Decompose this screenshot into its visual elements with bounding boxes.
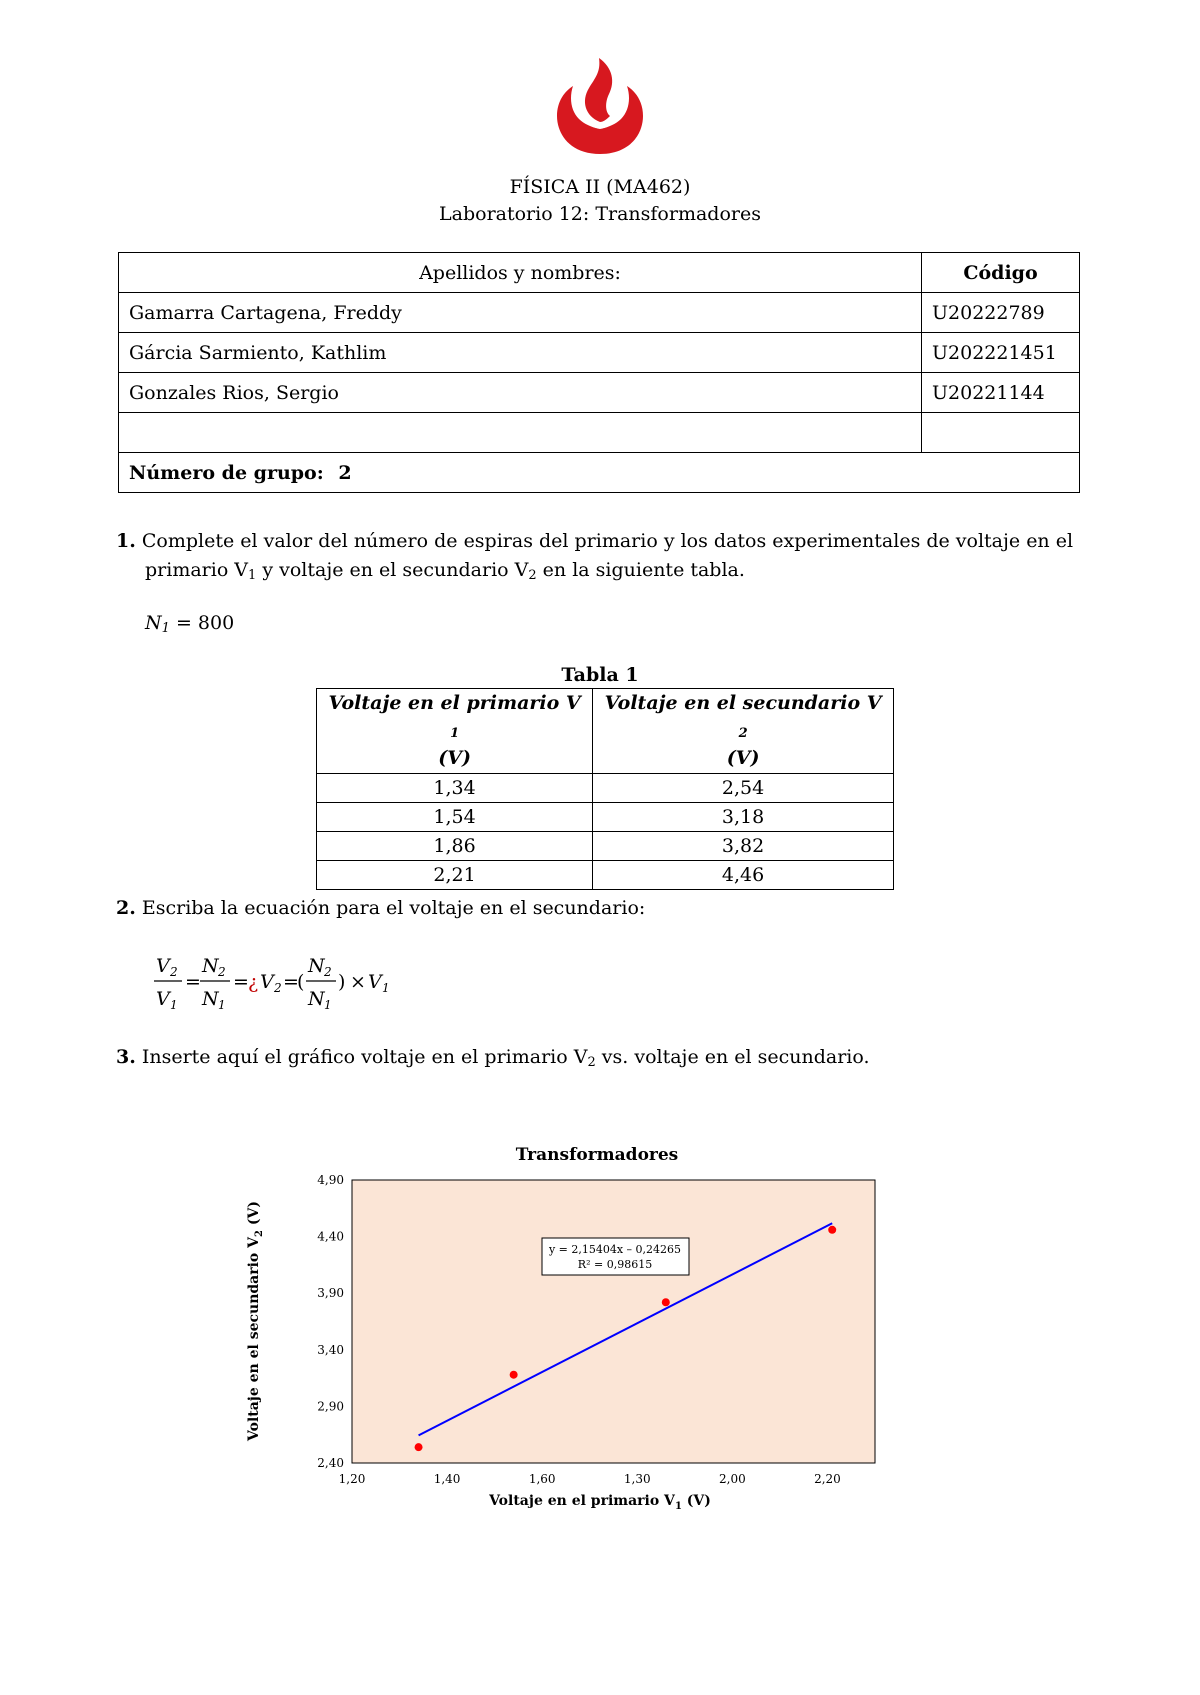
eq-sub: 2 bbox=[218, 965, 226, 979]
v2-cell: 2,54 bbox=[593, 774, 894, 803]
q1-number: 1. bbox=[116, 530, 136, 552]
member-code: U202221451 bbox=[922, 333, 1080, 373]
n1-label: N bbox=[145, 612, 162, 634]
q1-sub2: 2 bbox=[528, 568, 537, 583]
table-row bbox=[317, 832, 894, 861]
col-primary-sub: 1 bbox=[450, 726, 460, 741]
q3-text-part1: Inserte aquí el gráfico voltaje en el primario V bbox=[141, 1046, 588, 1068]
q2-text: Escriba la ecuación para el voltaje en el secundario: bbox=[141, 897, 646, 919]
eq-equals: = bbox=[283, 971, 299, 993]
eq-times: × bbox=[350, 971, 366, 993]
trendline-equation: y = 2,15404x – 0,24265 bbox=[548, 1243, 682, 1256]
v2-cell: 3,18 bbox=[593, 803, 894, 832]
r-squared: R² = 0,98615 bbox=[577, 1258, 653, 1271]
q3-text-part2: vs. voltaje en el secundario. bbox=[595, 1046, 870, 1068]
member-code: U20221144 bbox=[922, 373, 1080, 413]
data-point bbox=[828, 1226, 836, 1234]
n1-value-line bbox=[145, 612, 234, 636]
voltage-table bbox=[316, 688, 894, 890]
eq-equals: = bbox=[185, 971, 201, 993]
eq-n1-den: N bbox=[308, 988, 325, 1010]
eq-sub: 1 bbox=[324, 998, 332, 1012]
member-name bbox=[119, 413, 922, 453]
y-tick-label: 3,40 bbox=[317, 1342, 344, 1357]
member-name: Gamarra Cartagena, Freddy bbox=[119, 293, 922, 333]
table-header-row bbox=[317, 689, 894, 774]
v1-cell: 1,34 bbox=[317, 774, 593, 803]
col-primary-label: Voltaje en el primario V bbox=[328, 692, 581, 714]
eq-v1-den: V bbox=[156, 988, 170, 1010]
eq-v2-num: V bbox=[156, 955, 170, 977]
eq-n2-num: N bbox=[202, 955, 219, 977]
eq-sub: 2 bbox=[274, 981, 282, 995]
question-3 bbox=[116, 1043, 870, 1077]
table-row bbox=[119, 413, 1080, 453]
q2-number: 2. bbox=[116, 897, 136, 919]
question-1 bbox=[116, 527, 1106, 590]
table-row bbox=[119, 373, 1080, 413]
x-tick-label: 1,20 bbox=[338, 1472, 366, 1486]
col-secondary-sub: 2 bbox=[738, 726, 748, 741]
members-table bbox=[118, 252, 1080, 493]
course-title: FÍSICA II (MA462) bbox=[509, 176, 691, 198]
q1-text-part2: y voltaje en el secundario V bbox=[256, 559, 529, 581]
table-row bbox=[317, 774, 894, 803]
q1-text-line1: Complete el valor del número de espiras del primario y los datos experimentales de voltaje en el bbox=[141, 530, 1074, 552]
lab-title: Laboratorio 12: Transformadores bbox=[439, 203, 761, 225]
v1-cell: 1,86 bbox=[317, 832, 593, 861]
x-tick-label: 1,30 bbox=[623, 1472, 651, 1486]
q1-text-part1: primario V bbox=[145, 559, 249, 581]
y-axis-label bbox=[246, 1201, 265, 1442]
table-row bbox=[119, 333, 1080, 373]
member-code bbox=[922, 413, 1080, 453]
member-name: Gonzales Rios, Sergio bbox=[119, 373, 922, 413]
table-header-row bbox=[119, 253, 1080, 293]
x-tick-label: 1,60 bbox=[528, 1472, 556, 1486]
v2-cell: 3,82 bbox=[593, 832, 894, 861]
x-tick-label: 2,00 bbox=[719, 1472, 746, 1486]
eq-n1-den: N bbox=[202, 988, 219, 1010]
table-row bbox=[317, 803, 894, 832]
member-name: Gárcia Sarmiento, Kathlim bbox=[119, 333, 922, 373]
v1-cell: 2,21 bbox=[317, 861, 593, 890]
eq-lparen: ( bbox=[297, 971, 305, 993]
header-code: Código bbox=[922, 253, 1080, 293]
x-axis-ticks bbox=[339, 1472, 841, 1486]
eq-v1: V bbox=[368, 971, 382, 993]
eq-sub: 1 bbox=[170, 998, 178, 1012]
col-primary-unit: (V) bbox=[438, 747, 471, 769]
eq-v2: V bbox=[260, 971, 274, 993]
x-tick-label: 1,40 bbox=[433, 1472, 461, 1486]
n1-value: 800 bbox=[197, 612, 235, 634]
eq-equals: = bbox=[233, 971, 249, 993]
table-row bbox=[119, 293, 1080, 333]
x-label-unit: (V) bbox=[681, 1493, 711, 1509]
header-name: Apellidos y nombres: bbox=[119, 253, 922, 293]
eq-n2-num: N bbox=[308, 955, 325, 977]
v1-cell: 1,54 bbox=[317, 803, 593, 832]
col-secondary-unit: (V) bbox=[726, 747, 760, 769]
group-label: Número de grupo: bbox=[129, 461, 324, 484]
x-label-sub: 1 bbox=[674, 1501, 682, 1512]
col-secondary bbox=[593, 689, 894, 774]
x-tick-label: 2,20 bbox=[814, 1472, 841, 1486]
n1-sub: 1 bbox=[161, 621, 170, 636]
q1-sub1: 1 bbox=[248, 568, 257, 583]
v2-cell: 4,46 bbox=[593, 861, 894, 890]
y-label-unit: (V) bbox=[246, 1201, 262, 1231]
eq-marker: ¿ bbox=[248, 971, 259, 993]
y-label-text: Voltaje en el secundario V bbox=[246, 1236, 262, 1441]
group-number: 2 bbox=[338, 461, 352, 484]
y-axis-ticks bbox=[317, 1173, 344, 1470]
data-point bbox=[415, 1443, 423, 1451]
y-tick-label: 2,90 bbox=[317, 1399, 344, 1414]
q1-text-part3: en la siguiente tabla. bbox=[536, 559, 745, 581]
table1-title: Tabla 1 bbox=[561, 664, 639, 686]
secondary-voltage-equation bbox=[150, 945, 430, 1015]
x-axis-label bbox=[488, 1493, 711, 1512]
q3-number: 3. bbox=[116, 1046, 136, 1068]
transformer-chart bbox=[240, 1135, 960, 1555]
col-secondary-label: Voltaje en el secundario V bbox=[604, 692, 882, 714]
data-point bbox=[510, 1371, 518, 1379]
x-label-text: Voltaje en el primario V bbox=[489, 1493, 675, 1509]
plot-area bbox=[352, 1180, 875, 1463]
n1-equals: = bbox=[169, 612, 198, 634]
member-code: U20222789 bbox=[922, 293, 1080, 333]
y-tick-label: 4,40 bbox=[317, 1229, 344, 1244]
question-2 bbox=[116, 894, 645, 923]
eq-sub: 2 bbox=[324, 965, 332, 979]
university-logo bbox=[555, 56, 645, 156]
table-row bbox=[317, 861, 894, 890]
y-tick-label: 3,90 bbox=[317, 1286, 344, 1301]
data-point bbox=[662, 1298, 670, 1306]
eq-sub: 1 bbox=[218, 998, 226, 1012]
eq-sub: 1 bbox=[382, 981, 390, 995]
q3-sub: 2 bbox=[587, 1055, 596, 1070]
y-tick-label: 2,40 bbox=[317, 1456, 344, 1470]
y-tick-label: 4,90 bbox=[317, 1173, 344, 1187]
eq-rparen: ) bbox=[338, 971, 346, 993]
col-primary bbox=[317, 689, 593, 774]
y-label-sub: 2 bbox=[254, 1230, 265, 1237]
group-row bbox=[119, 453, 1080, 493]
chart-title: Transformadores bbox=[515, 1145, 679, 1165]
eq-sub: 2 bbox=[170, 965, 178, 979]
